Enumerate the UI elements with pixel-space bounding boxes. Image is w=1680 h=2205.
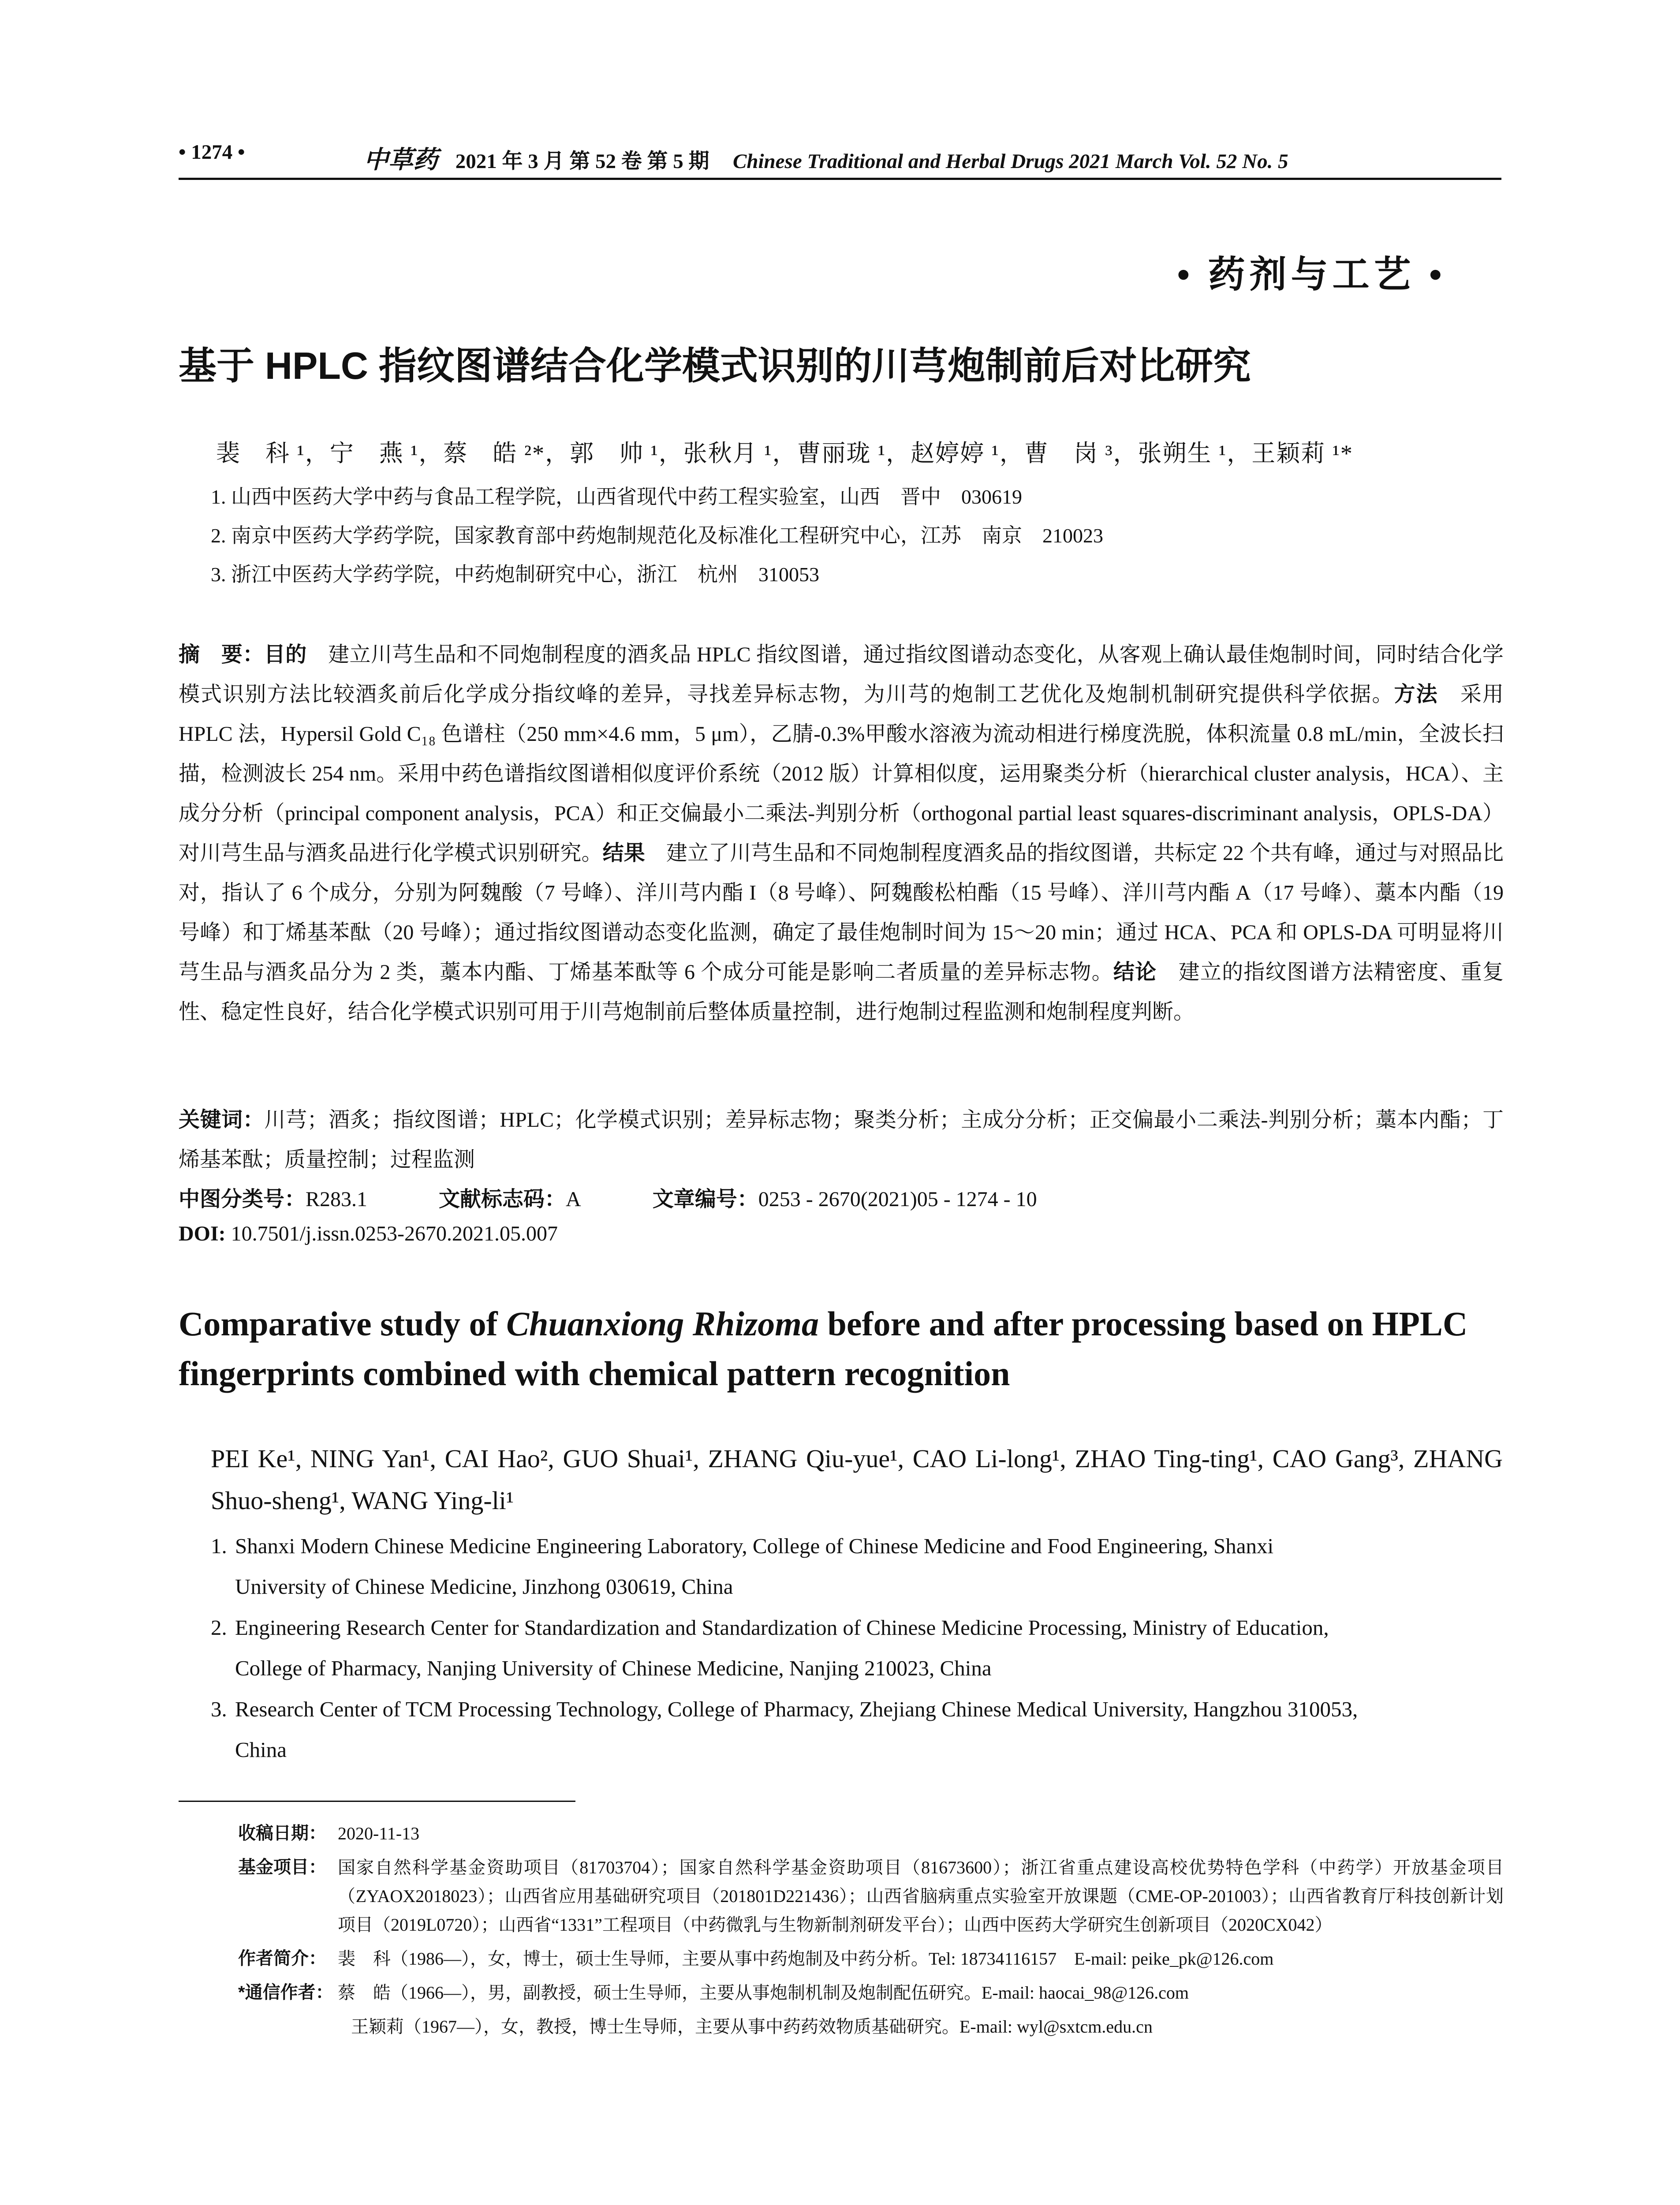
running-header bbox=[179, 140, 1501, 176]
corresponding-label: *通信作者： bbox=[238, 1983, 333, 2002]
keywords-text: 川芎；酒炙；指纹图谱；HPLC；化学模式识别；差异标志物；聚类分析；主成分分析；正交偏最小二乘法-判别分析；藁本内酯；丁烯基苯酞；质量控制；过程监测 bbox=[179, 1108, 1504, 1171]
affiliation-en-3-line2: China bbox=[235, 1738, 287, 1762]
doi-label: DOI: bbox=[179, 1222, 226, 1245]
authors-cn: 裴 科 ¹，宁 燕 ¹，蔡 皓 ²*，郭 帅 ¹，张秋月 ¹，曹丽珑 ¹，赵婷婷 ¹，曹 岗 ³，张朔生 ¹，王颖莉 ¹* bbox=[216, 440, 1353, 467]
doc-code-label: 文献标志码： bbox=[439, 1188, 566, 1211]
footnote-author bbox=[238, 1944, 1504, 1973]
corresponding-author-1: 蔡 皓（1966—），男，副教授，硕士生导师，主要从事炮制机制及炮制配伍研究。E-mail: haocai_98@126.com bbox=[338, 1983, 1189, 2003]
doi-line bbox=[179, 1222, 1501, 1246]
affiliation-en-2-line1: Engineering Research Center for Standardization and Standardization of Chinese Medicine Processing, Ministry of Education, bbox=[235, 1615, 1329, 1640]
header-journal-info bbox=[364, 140, 1288, 176]
article-id-value: 0253 - 2670(2021)05 - 1274 - 10 bbox=[758, 1188, 1037, 1211]
affiliation-en-2-num: 2. bbox=[211, 1615, 227, 1640]
fund-text: 国家自然科学基金资助项目（81703704）；国家自然科学基金资助项目（81673600）；浙江省重点建设高校优势特色学科（中药学）开放基金项目（ZYAOX2018023）；山西省应用基础研究项目（201801D221436）；山西省脑病重点实验室开放课题（CME-OP-201003）；山西省教育厅科技创新计划项目（2019L0720）；山西省“1331”工程项目（中药微乳与生物新制剂研发平台）；山西中医药大学研究生创新项目（2020CX042） bbox=[338, 1857, 1504, 1935]
title-en-part1: Comparative study of bbox=[179, 1304, 507, 1343]
method-label: 方法 bbox=[1394, 683, 1438, 706]
article-id-label: 文章编号： bbox=[652, 1188, 758, 1211]
page-number: • 1274 • bbox=[179, 141, 245, 164]
clc-label: 中图分类号： bbox=[179, 1188, 306, 1211]
abstract-objective: 建立川芎生品和不同炮制程度的酒炙品 HPLC 指纹图谱，通过指纹图谱动态变化，从客观上确认最佳炮制时间，同时结合化学模式识别方法比较酒炙前后化学成分指纹峰的差异，寻找差异标志物，为川芎的炮制工艺优化及炮制机制研究提供科学依据。 bbox=[179, 643, 1504, 706]
corresponding-author-2: 王颖莉（1967—），女，教授，博士生导师，主要从事中药药效物质基础研究。E-mail: wyl@sxtcm.edu.cn bbox=[351, 2017, 1153, 2037]
journal-name-cn: 中草药 bbox=[364, 146, 438, 174]
abstract-method: 采用 HPLC 法，Hypersil Gold C₁₈ 色谱柱（250 mm×4.6 mm，5 μm），乙腈-0.3%甲酸水溶液为流动相进行梯度洗脱，体积流量 0.8 mL/min，全波长扫描，检测波长 254 nm。采用中药色谱指纹图谱相似度评价系统（2012 版）计算相似度，运用聚类分析（hierarchical cluster analysis，HCA）、主成分分析（principal component analysis，PCA）和正交偏最小二乘法-判别分析（orthogonal partial least squares-discriminant analysis，OPLS-DA）对川芎生品与酒炙品进行化学模式识别研究。 bbox=[179, 683, 1504, 865]
section-tag: • 药剂与工艺 • bbox=[1177, 254, 1446, 295]
authors-en: PEI Ke¹, NING Yan¹, CAI Hao², GUO Shuai¹, ZHANG Qiu-yue¹, CAO Li-long¹, ZHAO Ting-ting¹, CAO Gang³, ZHANG Shuo-sheng¹, WANG Ying-li¹ bbox=[211, 1444, 1503, 1515]
footnote-received bbox=[238, 1819, 1504, 1848]
received-label: 收稿日期： bbox=[238, 1824, 326, 1843]
abstract-result: 建立了川芎生品和不同炮制程度酒炙品的指纹图谱，共标定 22 个共有峰，通过与对照品比对，指认了 6 个成分，分别为阿魏酸（7 号峰）、洋川芎内酯 I（8 号峰）、阿魏酸松柏酯（15 号峰）、洋川芎内酯 A（17 号峰）、藁本内酯（19 号峰）和丁烯基苯酞（20 号峰）；通过指纹图谱动态变化监测，确定了最佳炮制时间为 15～20 min；通过 HCA、PCA 和 OPLS-DA 可明显将川芎生品与酒炙品分为 2 类，藁本内酯、丁烯基苯酞等 6 个成分可能是影响二者质量的差异标志物。 bbox=[179, 841, 1504, 984]
keywords-label: 关键词： bbox=[179, 1108, 265, 1132]
abstract-cn bbox=[179, 635, 1504, 1032]
title-en bbox=[179, 1299, 1504, 1398]
affiliation-en-1-num: 1. bbox=[211, 1534, 227, 1558]
clc-value: R283.1 bbox=[306, 1188, 368, 1211]
affiliation-en-1 bbox=[211, 1526, 1503, 1607]
keywords-cn bbox=[179, 1100, 1504, 1180]
footnotes bbox=[238, 1819, 1504, 2041]
affiliation-en-1-line2: University of Chinese Medicine, Jinzhong 030619, China bbox=[235, 1574, 733, 1599]
received-date: 2020-11-13 bbox=[338, 1824, 420, 1843]
affiliation-en-3-num: 3. bbox=[211, 1697, 227, 1721]
author-bio-text: 裴 科（1986—），女，博士，硕士生导师，主要从事中药炮制及中药分析。Tel: 18734116157 E-mail: peike_pk@126.com bbox=[338, 1949, 1274, 1969]
footnote-fund bbox=[238, 1853, 1504, 1939]
affiliation-cn-1: 1. 山西中医药大学中药与食品工程学院，山西省现代中药工程实验室，山西 晋中 030619 bbox=[211, 486, 1022, 508]
abstract-label: 摘 要： bbox=[179, 643, 264, 666]
conclusion-label: 结论 bbox=[1113, 960, 1157, 984]
author-bio-label: 作者简介： bbox=[238, 1949, 326, 1968]
result-label: 结果 bbox=[602, 841, 645, 865]
footnote-corresponding bbox=[238, 1978, 1504, 2007]
title-cn: 基于 HPLC 指纹图谱结合化学模式识别的川芎炮制前后对比研究 bbox=[179, 345, 1251, 387]
affiliation-en-1-line1: Shanxi Modern Chinese Medicine Engineering Laboratory, College of Chinese Medicine and Food Engineering, Shanxi bbox=[235, 1534, 1274, 1558]
title-en-part2: before and after processing based on HPLC fingerprints combined with chemical pattern recognition bbox=[179, 1304, 1468, 1393]
affiliation-cn-3: 3. 浙江中医药大学药学院，中药炮制研究中心，浙江 杭州 310053 bbox=[211, 563, 819, 586]
doi-value[interactable]: 10.7501/j.issn.0253-2670.2021.05.007 bbox=[225, 1222, 558, 1245]
affiliation-en-3 bbox=[211, 1689, 1503, 1770]
abstract-conclusion: 建立的指纹图谱方法精密度、重复性、稳定性良好，结合化学模式识别可用于川芎炮制前后整体质量控制，进行炮制过程监测和炮制程度判断。 bbox=[179, 960, 1504, 1024]
title-en-italic: Chuanxiong Rhizoma bbox=[506, 1304, 819, 1343]
affiliation-en-3-line1: Research Center of TCM Processing Technology, College of Pharmacy, Zhejiang Chinese Medical University, Hangzhou 310053, bbox=[235, 1697, 1358, 1721]
footnote-rule bbox=[179, 1801, 575, 1802]
classification-line bbox=[179, 1182, 1501, 1212]
affiliation-en-2 bbox=[211, 1607, 1503, 1689]
journal-name-en: Chinese Traditional and Herbal Drugs 2021 March Vol. 52 No. 5 bbox=[733, 150, 1288, 173]
header-rule bbox=[179, 178, 1501, 180]
affiliation-en-2-line2: College of Pharmacy, Nanjing University of Chinese Medicine, Nanjing 210023, China bbox=[235, 1656, 992, 1680]
issue-cn: 2021 年 3 月 第 52 卷 第 5 期 bbox=[455, 150, 709, 173]
fund-label: 基金项目： bbox=[238, 1857, 326, 1877]
affiliation-cn-2: 2. 南京中医药大学药学院，国家教育部中药炮制规范化及标准化工程研究中心，江苏 南京 210023 bbox=[211, 524, 1103, 547]
doc-code-value: A bbox=[566, 1188, 581, 1211]
objective-label: 目的 bbox=[264, 643, 307, 666]
